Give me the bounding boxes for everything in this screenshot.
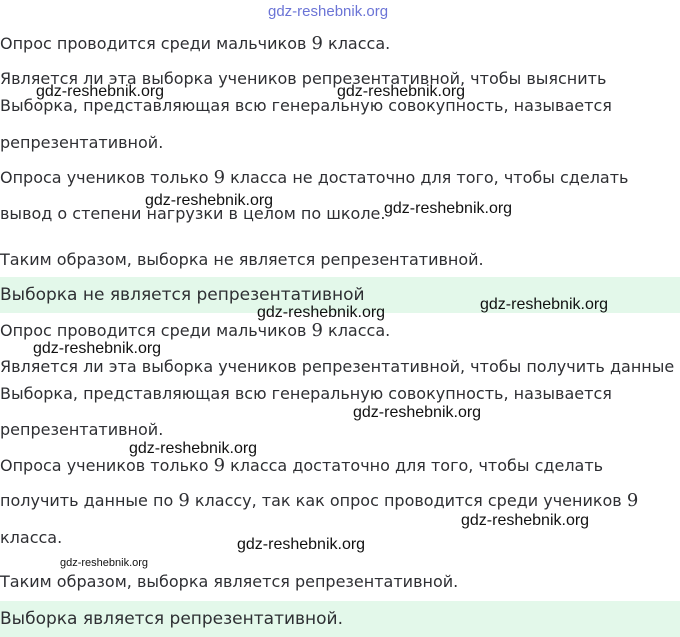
p1-answer: Выборка не является репрезентативной [0,277,680,313]
p1-line-5 [0,168,628,188]
p1-line-4: репрезентативной. [0,133,164,152]
p1-line-5-a: Опроса учеников только [0,168,214,187]
p2-line-6 [0,491,638,511]
p2-line-5 [0,456,603,476]
p1-line-5-num: 9 [213,167,226,188]
p2-line-6-num: 9 [178,490,190,511]
p1-line-1-a: Опрос проводится среди мальчиков [0,34,312,53]
watermark-top: gdz-reshebnik.org [268,3,389,20]
p2-answer: Выборка является репрезентативной. [0,601,680,637]
p1-line-2: Является ли эта выборка учеников репрезентативной, чтобы выяснить [0,69,607,88]
p2-line-5-b: класса достаточно для того, чтобы сделать [225,456,604,475]
p1-line-3: Выборка, представляющая всю генеральную совокупность, называется [0,96,612,115]
p2-line-3: Выборка, представляющая всю генеральную совокупность, называется [0,384,612,403]
p1-line-1-b: класса. [322,34,391,53]
watermark: gdz-reshebnik.org [480,296,609,313]
watermark: gdz-reshebnik.org [237,536,366,553]
p2-line-6-b: классу, так как опрос проводится среди учеников [189,491,627,510]
p2-line-7: класса. [0,528,63,547]
p2-line-6-num-2: 9 [626,490,639,511]
watermark: gdz-reshebnik.org [36,83,165,100]
p2-line-5-a: Опроса учеников только [0,456,214,475]
p2-line-4: репрезентативной. [0,420,164,439]
watermark: gdz-reshebnik.org [337,83,466,100]
p1-line-1 [0,34,390,54]
watermark: gdz-reshebnik.org [461,512,590,529]
p2-line-6-a: получить данные по [0,491,179,510]
watermark: gdz-reshebnik.org [257,304,386,321]
p2-line-1-b: класса. [322,321,391,340]
watermark: gdz-reshebnik.org [33,340,162,357]
p2-line-8: Таким образом, выборка является репрезентативной. [0,572,459,591]
watermark: gdz-reshebnik.org [145,192,274,209]
p2-line-5-num: 9 [213,455,226,476]
p1-line-7: Таким образом, выборка не является репрезентативной. [0,250,484,269]
p1-line-5-b: класса не достаточно для того, чтобы сделать [225,168,629,187]
watermark: gdz-reshebnik.org [353,404,482,421]
watermark-small: gdz-reshebnik.org [60,557,149,569]
p1-line-1-num: 9 [311,33,323,54]
p1-line-6: вывод о степени нагрузки в целом по школе. [0,204,386,223]
p2-line-1-num: 9 [311,320,323,341]
p2-line-1 [0,321,390,341]
p2-line-2: Является ли эта выборка учеников репрезентативной, чтобы получить данные [0,357,675,376]
watermark: gdz-reshebnik.org [384,200,513,217]
watermark: gdz-reshebnik.org [129,440,258,457]
p2-line-1-a: Опрос проводится среди мальчиков [0,321,312,340]
